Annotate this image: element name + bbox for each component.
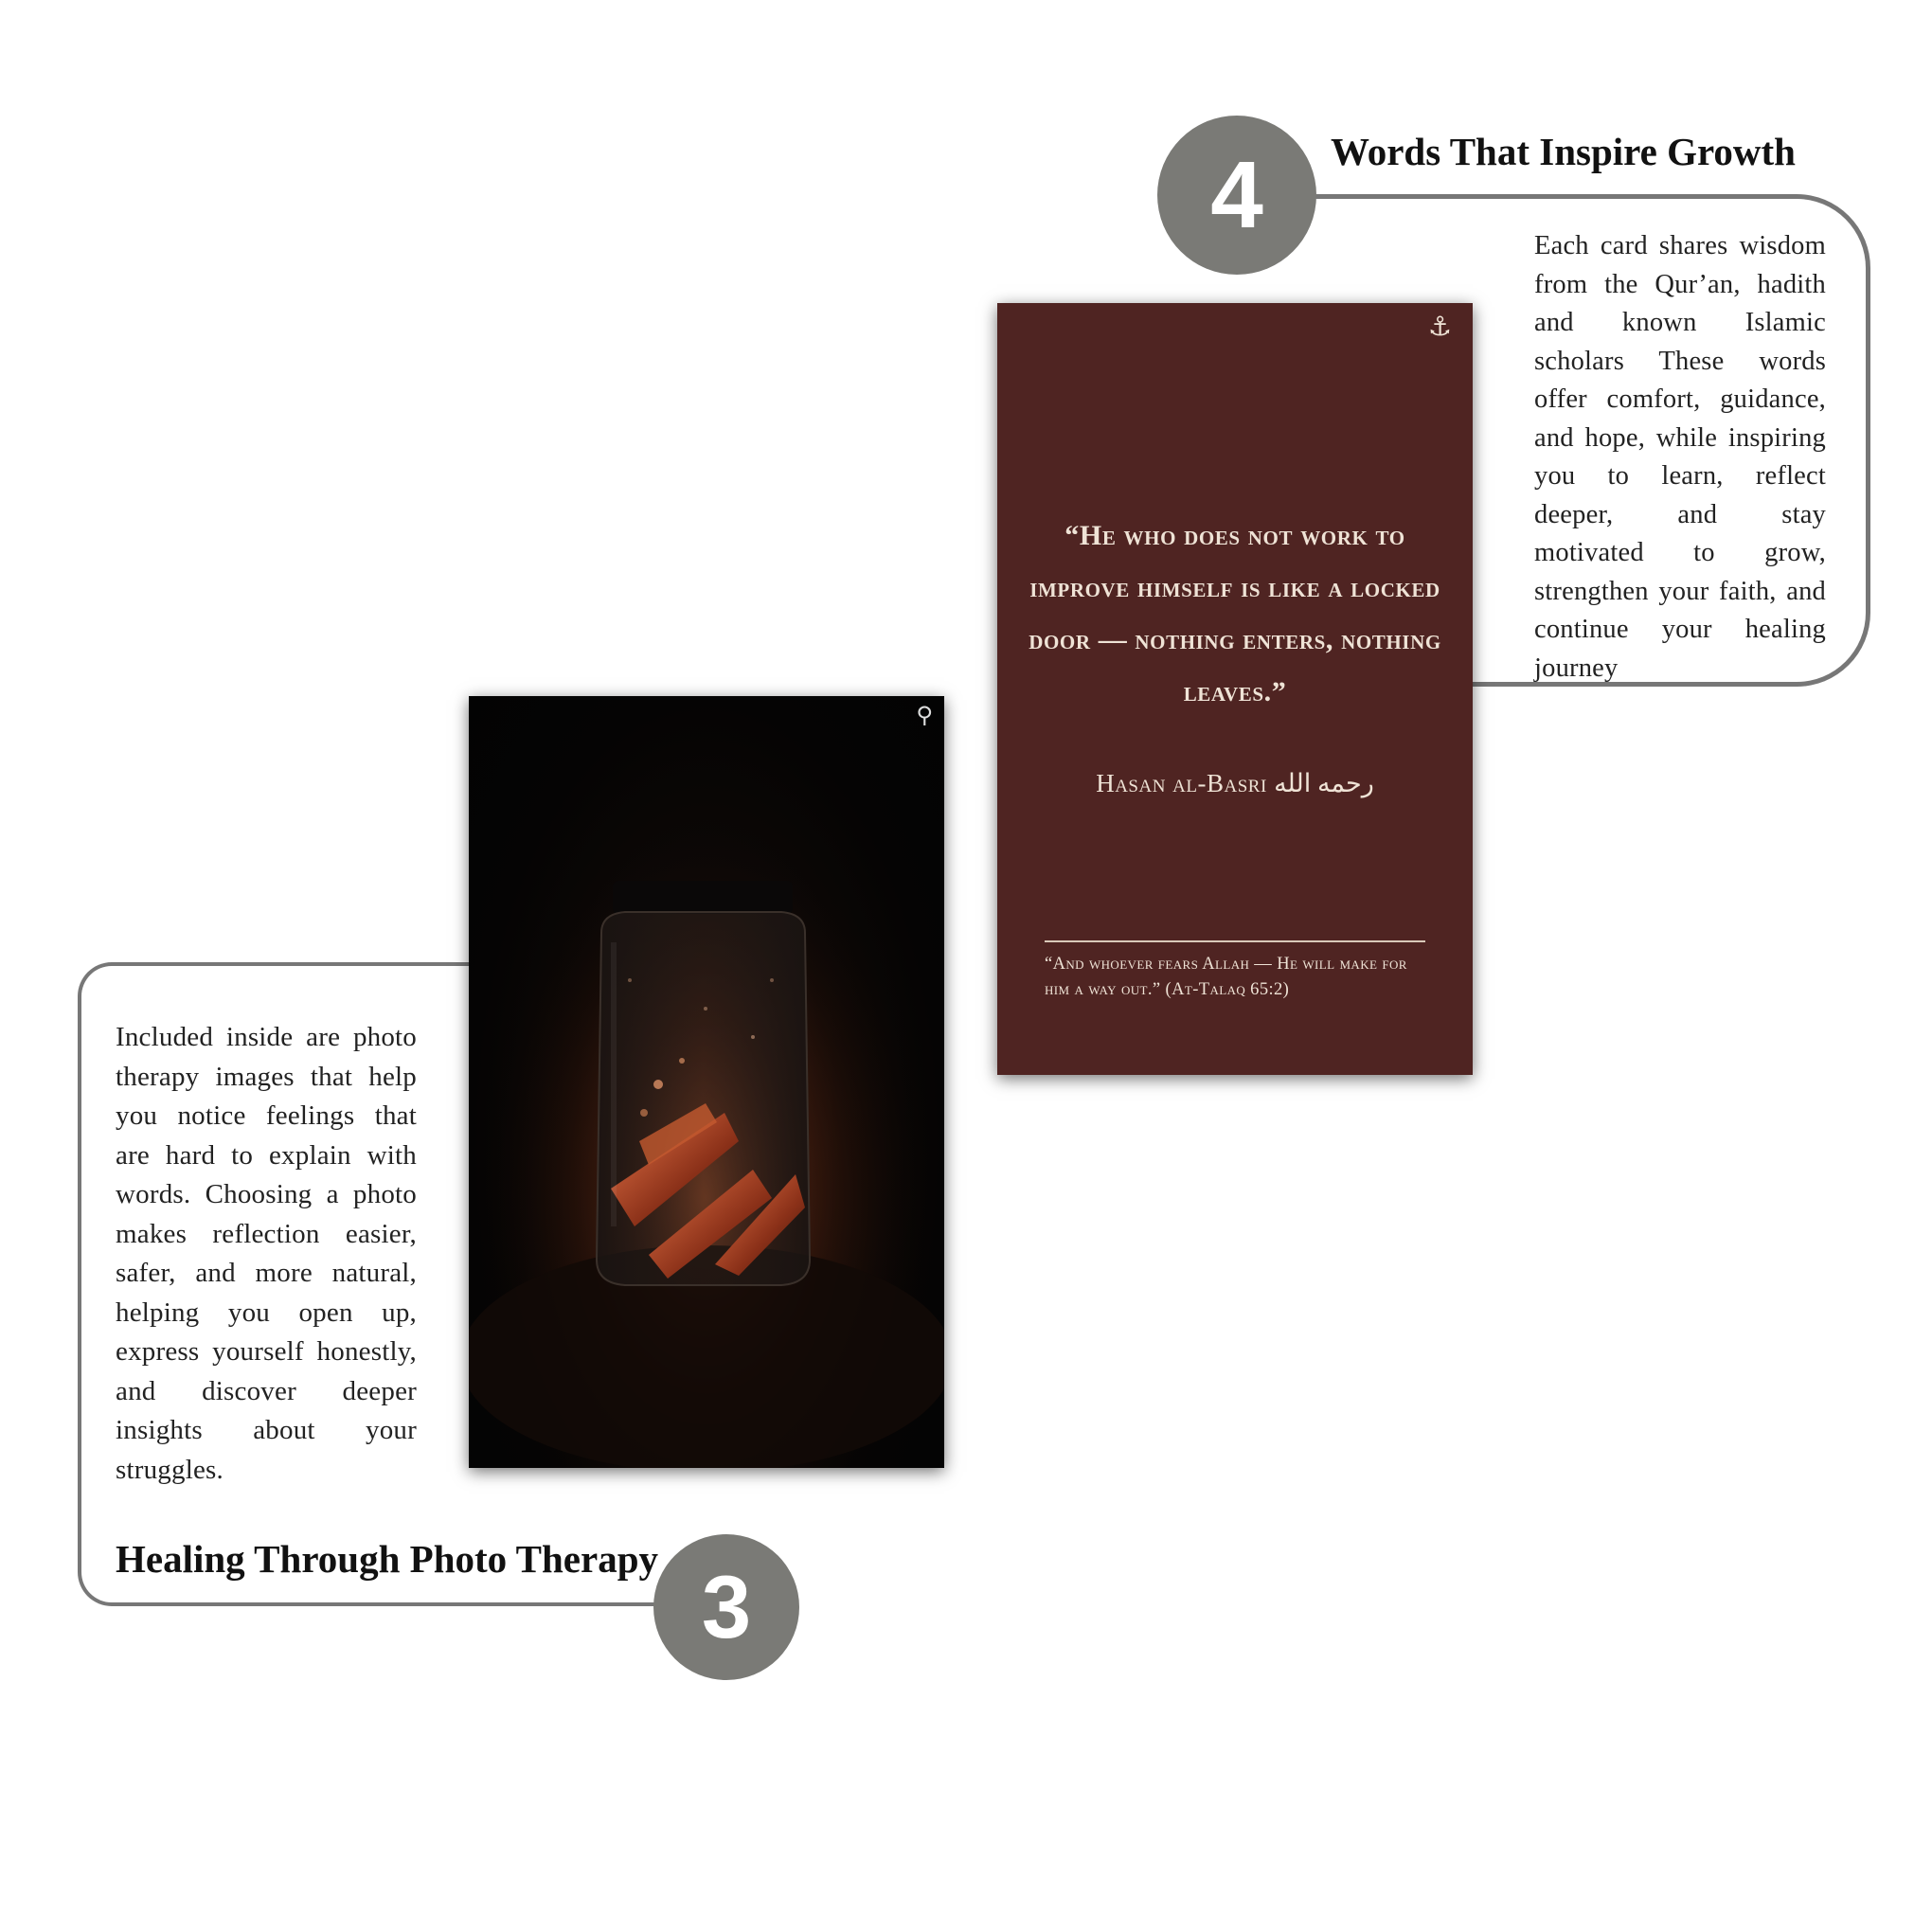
- ember-jar-photo: [469, 696, 944, 1468]
- card-divider: [1045, 940, 1425, 942]
- magnifier-icon: ⚲: [916, 702, 933, 728]
- section-3-title: Healing Through Photo Therapy: [116, 1537, 658, 1581]
- section-4-body: Each card shares wisdom from the Qur’an, hadith and known Islamic scholars These words offer comfort, guidance, and hope, while inspiring you to learn, reflect deeper, and stay motivated to grow, strengthen your faith, and continue your healing journey: [1534, 231, 1826, 683]
- quote-text: “He who does not work to improve himself is like a locked door — nothing enters, nothing leaves.”: [1029, 520, 1441, 707]
- step-number-4: 4: [1157, 116, 1316, 275]
- quote-card: [997, 303, 1473, 1075]
- photo-card: [469, 696, 944, 1468]
- section-3-body: Included inside are photo therapy images that help you notice feelings that are hard to explain with words. Choosing a photo makes reflection easier, safer, and more natural, helping you open up, express yourself honestly, and discover deeper insights about your struggles.: [116, 1022, 417, 1485]
- anchor-icon: ⚓: [1427, 311, 1452, 342]
- verse-text: “And whoever fears Allah — He will make for him a way out.” (At-Talaq 65:2): [1045, 955, 1407, 999]
- section-4-title: Words That Inspire Growth: [1331, 130, 1796, 173]
- quote-author: Hasan al-Basri رحمه الله: [1096, 769, 1374, 797]
- step-number-3: 3: [653, 1534, 799, 1680]
